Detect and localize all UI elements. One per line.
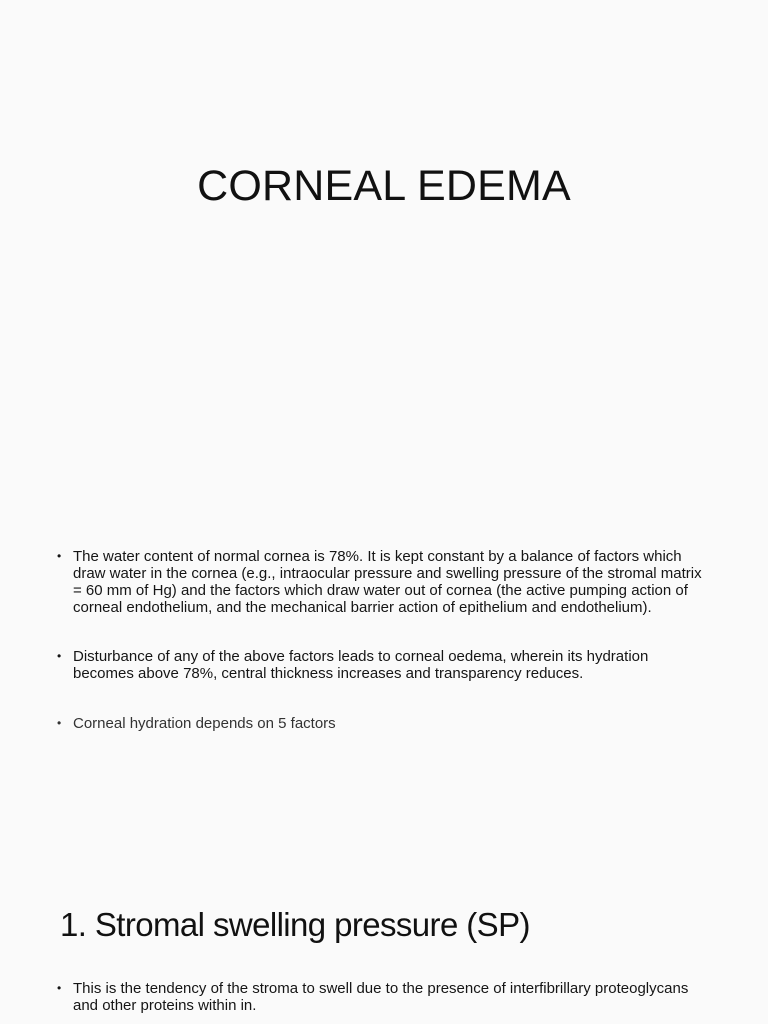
bullet-dot-icon: • [57,649,62,663]
section-heading: 1. Stromal swelling pressure (SP) [60,906,530,943]
bullet-item [56,648,706,682]
bullet-text: Disturbance of any of the above factors leads to corneal oedema, wherein its hydration becomes above 78%, central thickness increases and transparency reduces. [73,648,649,682]
bullet-item [56,548,706,616]
bullet-item [56,715,706,732]
slide-title: CORNEAL EDEMA [197,162,571,210]
bullet-text: Corneal hydration depends on 5 factors [73,715,336,732]
bullet-dot-icon: • [57,981,62,995]
bullet-list [56,548,706,732]
bullet-item [56,980,706,1014]
bullet-dot-icon: • [57,549,62,563]
bullet-dot-icon: • [57,716,62,730]
bullet-text: This is the tendency of the stroma to swell due to the presence of interfibrillary proteoglycans and other proteins within in. [73,980,689,1014]
bullet-list [56,980,706,1014]
bullet-text: The water content of normal cornea is 78%. It is kept constant by a balance of factors which draw water in the cornea (e.g., intraocular pressure and swelling pressure of the stromal matrix = 60 mm of Hg) and the factors which draw water out of cornea (the active pumping action of corneal endothelium, and the mechanical barrier action of epithelium and endothelium). [73,548,702,616]
